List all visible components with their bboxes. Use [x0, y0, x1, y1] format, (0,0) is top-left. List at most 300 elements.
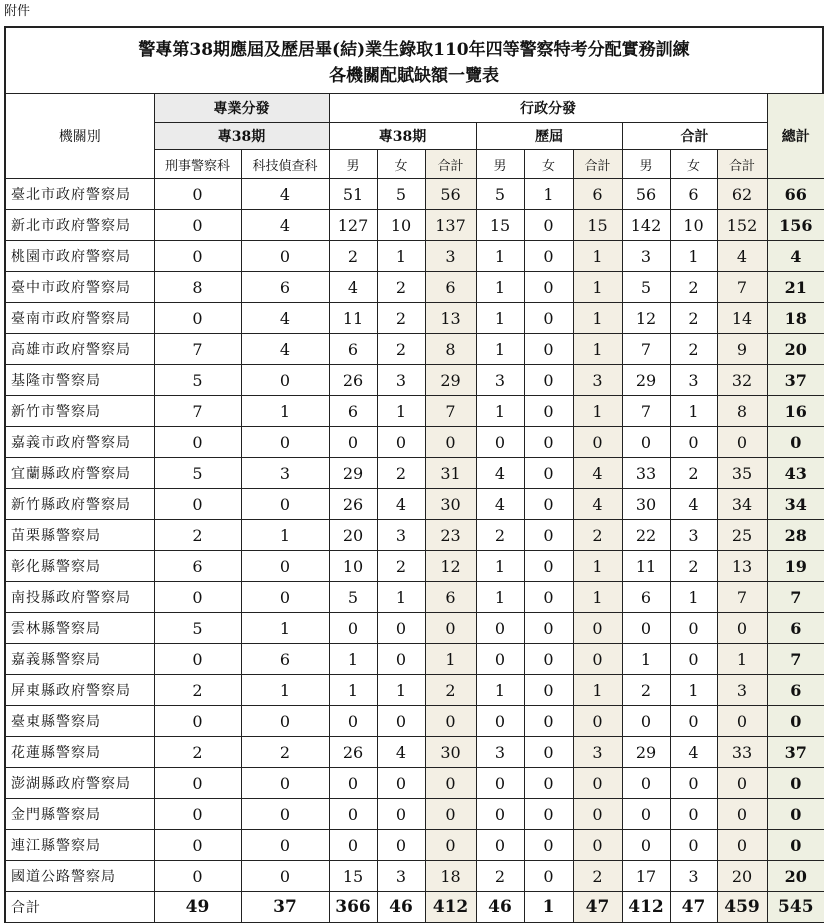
value-cell: 1 [670, 241, 717, 272]
agency-cell: 基隆市警察局 [6, 365, 154, 396]
value-cell: 0 [154, 768, 241, 799]
title-line-1: 警專第38期應屆及歷居畢(結)業生錄取110年四等警察特考分配實務訓練 [138, 40, 690, 60]
table-row [6, 613, 824, 644]
agency-cell: 嘉義市政府警察局 [6, 427, 154, 458]
value-cell: 11 [622, 551, 670, 582]
value-cell: 6 [573, 179, 622, 210]
value-cell: 0 [329, 799, 377, 830]
header-professional-term: 專38期 [154, 123, 329, 150]
value-cell: 1 [476, 675, 524, 706]
value-cell: 30 [425, 737, 476, 768]
value-cell: 0 [670, 830, 717, 861]
value-cell: 0 [573, 768, 622, 799]
value-cell: 7 [425, 396, 476, 427]
value-cell: 46 [476, 892, 524, 923]
value-cell: 0 [524, 582, 573, 613]
value-cell: 2 [377, 272, 425, 303]
agency-cell: 新竹縣政府警察局 [6, 489, 154, 520]
value-cell: 6 [329, 396, 377, 427]
value-cell: 3 [670, 365, 717, 396]
value-cell: 0 [329, 706, 377, 737]
value-cell: 0 [476, 427, 524, 458]
value-cell: 3 [573, 365, 622, 396]
value-cell: 1 [377, 582, 425, 613]
value-cell: 0 [476, 768, 524, 799]
agency-cell: 雲林縣警察局 [6, 613, 154, 644]
value-cell: 6 [670, 179, 717, 210]
value-cell: 8 [425, 334, 476, 365]
value-cell: 51 [329, 179, 377, 210]
value-cell: 35 [717, 458, 767, 489]
value-cell: 6 [241, 272, 329, 303]
table-row [6, 241, 824, 272]
table-row [6, 210, 824, 241]
grand-total-cell: 0 [767, 768, 824, 799]
header-subtotal: 合計 [717, 150, 767, 179]
grand-total-cell: 0 [767, 799, 824, 830]
value-cell: 17 [622, 861, 670, 892]
value-cell: 7 [154, 334, 241, 365]
value-cell: 0 [717, 706, 767, 737]
value-cell: 0 [670, 768, 717, 799]
grand-total-cell: 20 [767, 861, 824, 892]
value-cell: 0 [573, 644, 622, 675]
value-cell: 0 [622, 706, 670, 737]
value-cell: 7 [622, 396, 670, 427]
header-criminal: 刑事警察科 [154, 150, 241, 179]
value-cell: 0 [154, 303, 241, 334]
value-cell: 0 [622, 830, 670, 861]
value-cell: 2 [476, 861, 524, 892]
table-row [6, 179, 824, 210]
agency-cell: 嘉義縣警察局 [6, 644, 154, 675]
grand-total-cell: 37 [767, 737, 824, 768]
value-cell: 0 [241, 582, 329, 613]
value-cell: 142 [622, 210, 670, 241]
value-cell: 1 [241, 613, 329, 644]
value-cell: 3 [377, 365, 425, 396]
value-cell: 1 [524, 179, 573, 210]
value-cell: 0 [476, 830, 524, 861]
value-cell: 0 [377, 768, 425, 799]
value-cell: 47 [670, 892, 717, 923]
document-title [6, 28, 822, 94]
value-cell: 4 [377, 489, 425, 520]
header-female: 女 [524, 150, 573, 179]
grand-total-cell: 18 [767, 303, 824, 334]
agency-cell: 國道公路警察局 [6, 861, 154, 892]
value-cell: 0 [377, 613, 425, 644]
grand-total-cell: 20 [767, 334, 824, 365]
value-cell: 3 [717, 675, 767, 706]
value-cell: 18 [425, 861, 476, 892]
value-cell: 0 [524, 551, 573, 582]
value-cell: 0 [425, 613, 476, 644]
value-cell: 10 [670, 210, 717, 241]
value-cell: 1 [476, 334, 524, 365]
header-previous: 歷屆 [476, 123, 622, 150]
value-cell: 1 [622, 644, 670, 675]
value-cell: 1 [476, 303, 524, 334]
agency-cell: 新竹市警察局 [6, 396, 154, 427]
value-cell: 0 [241, 489, 329, 520]
table-row [6, 489, 824, 520]
value-cell: 2 [622, 675, 670, 706]
grand-total-cell: 156 [767, 210, 824, 241]
value-cell: 0 [524, 737, 573, 768]
value-cell: 0 [573, 427, 622, 458]
value-cell: 0 [425, 427, 476, 458]
value-cell: 46 [377, 892, 425, 923]
value-cell: 0 [622, 768, 670, 799]
value-cell: 0 [622, 427, 670, 458]
value-cell: 0 [670, 644, 717, 675]
value-cell: 2 [670, 303, 717, 334]
header-administrative: 行政分發 [329, 94, 767, 123]
value-cell: 1 [573, 272, 622, 303]
value-cell: 20 [717, 861, 767, 892]
value-cell: 3 [476, 737, 524, 768]
value-cell: 1 [329, 644, 377, 675]
value-cell: 33 [622, 458, 670, 489]
value-cell: 3 [573, 737, 622, 768]
table-row [6, 303, 824, 334]
allocation-sheet [4, 26, 824, 923]
agency-cell: 臺南市政府警察局 [6, 303, 154, 334]
agency-cell: 新北市政府警察局 [6, 210, 154, 241]
value-cell: 0 [154, 830, 241, 861]
grand-total-cell: 0 [767, 427, 824, 458]
value-cell: 1 [573, 334, 622, 365]
value-cell: 2 [377, 551, 425, 582]
value-cell: 56 [622, 179, 670, 210]
value-cell: 0 [329, 427, 377, 458]
value-cell: 7 [717, 582, 767, 613]
value-cell: 2 [670, 551, 717, 582]
table-row [6, 706, 824, 737]
value-cell: 5 [622, 272, 670, 303]
value-cell: 0 [241, 241, 329, 272]
value-cell: 3 [425, 241, 476, 272]
value-cell: 2 [670, 458, 717, 489]
value-cell: 0 [524, 768, 573, 799]
agency-cell: 合計 [6, 892, 154, 923]
value-cell: 0 [154, 489, 241, 520]
table-row [6, 272, 824, 303]
value-cell: 0 [425, 830, 476, 861]
value-cell: 7 [717, 272, 767, 303]
agency-cell: 臺東縣警察局 [6, 706, 154, 737]
value-cell: 13 [425, 303, 476, 334]
value-cell: 4 [241, 210, 329, 241]
table-row [6, 334, 824, 365]
value-cell: 1 [670, 396, 717, 427]
value-cell: 0 [377, 706, 425, 737]
value-cell: 0 [154, 706, 241, 737]
value-cell: 2 [425, 675, 476, 706]
value-cell: 29 [622, 737, 670, 768]
value-cell: 56 [425, 179, 476, 210]
value-cell: 1 [425, 644, 476, 675]
value-cell: 0 [377, 427, 425, 458]
value-cell: 1 [670, 675, 717, 706]
value-cell: 1 [573, 303, 622, 334]
value-cell: 1 [377, 396, 425, 427]
value-cell: 3 [241, 458, 329, 489]
agency-cell: 臺中市政府警察局 [6, 272, 154, 303]
table-row [6, 830, 824, 861]
header-subtotal: 合計 [425, 150, 476, 179]
value-cell: 412 [622, 892, 670, 923]
agency-cell: 臺北市政府警察局 [6, 179, 154, 210]
value-cell: 62 [717, 179, 767, 210]
value-cell: 0 [329, 613, 377, 644]
value-cell: 26 [329, 489, 377, 520]
value-cell: 3 [377, 520, 425, 551]
grand-total-cell: 4 [767, 241, 824, 272]
header-male: 男 [476, 150, 524, 179]
value-cell: 5 [154, 613, 241, 644]
table-row [6, 861, 824, 892]
annex-label: 附件 [4, 4, 31, 19]
value-cell: 12 [622, 303, 670, 334]
value-cell: 5 [377, 179, 425, 210]
value-cell: 0 [377, 644, 425, 675]
value-cell: 0 [524, 613, 573, 644]
value-cell: 0 [524, 427, 573, 458]
value-cell: 8 [717, 396, 767, 427]
value-cell: 4 [573, 458, 622, 489]
value-cell: 0 [524, 675, 573, 706]
value-cell: 0 [329, 830, 377, 861]
value-cell: 412 [425, 892, 476, 923]
value-cell: 1 [573, 396, 622, 427]
value-cell: 2 [377, 334, 425, 365]
value-cell: 0 [476, 644, 524, 675]
value-cell: 0 [524, 830, 573, 861]
value-cell: 0 [154, 179, 241, 210]
grand-total-cell: 34 [767, 489, 824, 520]
agency-cell: 花蓮縣警察局 [6, 737, 154, 768]
value-cell: 1 [476, 396, 524, 427]
value-cell: 3 [670, 861, 717, 892]
value-cell: 10 [329, 551, 377, 582]
value-cell: 0 [524, 861, 573, 892]
grand-total-cell: 16 [767, 396, 824, 427]
grand-total-cell: 0 [767, 830, 824, 861]
value-cell: 0 [717, 768, 767, 799]
value-cell: 0 [241, 551, 329, 582]
agency-cell: 彰化縣警察局 [6, 551, 154, 582]
value-cell: 0 [241, 799, 329, 830]
value-cell: 0 [476, 613, 524, 644]
value-cell: 0 [154, 861, 241, 892]
value-cell: 0 [524, 489, 573, 520]
value-cell: 6 [154, 551, 241, 582]
header-professional: 專業分發 [154, 94, 329, 123]
grand-total-cell: 66 [767, 179, 824, 210]
value-cell: 5 [476, 179, 524, 210]
value-cell: 13 [717, 551, 767, 582]
value-cell: 4 [476, 489, 524, 520]
header-subtotal: 合計 [573, 150, 622, 179]
table-row [6, 675, 824, 706]
value-cell: 4 [670, 737, 717, 768]
grand-total-cell: 21 [767, 272, 824, 303]
agency-cell: 桃園市政府警察局 [6, 241, 154, 272]
value-cell: 2 [154, 737, 241, 768]
value-cell: 6 [241, 644, 329, 675]
grand-total-cell: 6 [767, 613, 824, 644]
value-cell: 15 [476, 210, 524, 241]
value-cell: 31 [425, 458, 476, 489]
value-cell: 2 [670, 272, 717, 303]
allocation-table-body [6, 179, 824, 923]
value-cell: 8 [154, 272, 241, 303]
value-cell: 22 [622, 520, 670, 551]
value-cell: 29 [425, 365, 476, 396]
value-cell: 3 [670, 520, 717, 551]
value-cell: 2 [573, 520, 622, 551]
value-cell: 0 [154, 427, 241, 458]
value-cell: 137 [425, 210, 476, 241]
value-cell: 0 [717, 830, 767, 861]
value-cell: 0 [573, 706, 622, 737]
value-cell: 0 [524, 241, 573, 272]
table-row [6, 768, 824, 799]
value-cell: 0 [524, 520, 573, 551]
value-cell: 0 [717, 427, 767, 458]
header-male: 男 [329, 150, 377, 179]
value-cell: 6 [329, 334, 377, 365]
grand-total-cell: 19 [767, 551, 824, 582]
value-cell: 15 [573, 210, 622, 241]
value-cell: 127 [329, 210, 377, 241]
table-row [6, 737, 824, 768]
value-cell: 0 [377, 799, 425, 830]
value-cell: 26 [329, 365, 377, 396]
value-cell: 0 [524, 799, 573, 830]
value-cell: 2 [670, 334, 717, 365]
value-cell: 0 [241, 830, 329, 861]
value-cell: 0 [241, 365, 329, 396]
value-cell: 0 [154, 210, 241, 241]
value-cell: 1 [573, 551, 622, 582]
header-grand-total: 總計 [767, 94, 824, 179]
value-cell: 0 [717, 799, 767, 830]
value-cell: 6 [425, 272, 476, 303]
value-cell: 0 [573, 613, 622, 644]
grand-total-cell: 43 [767, 458, 824, 489]
value-cell: 0 [524, 458, 573, 489]
value-cell: 4 [241, 334, 329, 365]
value-cell: 0 [524, 365, 573, 396]
agency-cell: 宜蘭縣政府警察局 [6, 458, 154, 489]
value-cell: 0 [241, 768, 329, 799]
header-combined: 合計 [622, 123, 767, 150]
value-cell: 0 [425, 768, 476, 799]
value-cell: 49 [154, 892, 241, 923]
value-cell: 152 [717, 210, 767, 241]
value-cell: 2 [154, 675, 241, 706]
value-cell: 0 [524, 396, 573, 427]
table-row [6, 365, 824, 396]
value-cell: 1 [573, 241, 622, 272]
grand-total-cell: 6 [767, 675, 824, 706]
value-cell: 23 [425, 520, 476, 551]
value-cell: 4 [476, 458, 524, 489]
table-row [6, 458, 824, 489]
header-male: 男 [622, 150, 670, 179]
value-cell: 4 [573, 489, 622, 520]
value-cell: 0 [377, 830, 425, 861]
value-cell: 0 [670, 427, 717, 458]
value-cell: 0 [670, 613, 717, 644]
value-cell: 0 [573, 799, 622, 830]
value-cell: 0 [241, 427, 329, 458]
value-cell: 0 [476, 706, 524, 737]
value-cell: 1 [573, 582, 622, 613]
value-cell: 25 [717, 520, 767, 551]
value-cell: 0 [154, 799, 241, 830]
value-cell: 32 [717, 365, 767, 396]
value-cell: 3 [476, 365, 524, 396]
value-cell: 1 [524, 892, 573, 923]
value-cell: 1 [476, 241, 524, 272]
value-cell: 1 [241, 396, 329, 427]
table-row [6, 799, 824, 830]
value-cell: 2 [241, 737, 329, 768]
value-cell: 1 [717, 644, 767, 675]
agency-cell: 高雄市政府警察局 [6, 334, 154, 365]
table-row [6, 427, 824, 458]
allocation-table [6, 94, 824, 923]
value-cell: 0 [670, 706, 717, 737]
value-cell: 1 [329, 675, 377, 706]
value-cell: 29 [329, 458, 377, 489]
value-cell: 5 [329, 582, 377, 613]
value-cell: 37 [241, 892, 329, 923]
value-cell: 15 [329, 861, 377, 892]
value-cell: 34 [717, 489, 767, 520]
value-cell: 0 [717, 613, 767, 644]
grand-total-cell: 7 [767, 582, 824, 613]
value-cell: 0 [573, 830, 622, 861]
value-cell: 0 [154, 644, 241, 675]
value-cell: 0 [524, 706, 573, 737]
value-cell: 0 [524, 644, 573, 675]
value-cell: 0 [241, 706, 329, 737]
grand-total-cell: 0 [767, 706, 824, 737]
grand-total-cell: 7 [767, 644, 824, 675]
value-cell: 4 [377, 737, 425, 768]
value-cell: 4 [670, 489, 717, 520]
grand-total-cell: 28 [767, 520, 824, 551]
value-cell: 5 [154, 365, 241, 396]
value-cell: 7 [154, 396, 241, 427]
value-cell: 0 [476, 799, 524, 830]
value-cell: 2 [476, 520, 524, 551]
agency-cell: 屏東縣政府警察局 [6, 675, 154, 706]
value-cell: 2 [377, 458, 425, 489]
table-row [6, 396, 824, 427]
header-female: 女 [377, 150, 425, 179]
value-cell: 3 [377, 861, 425, 892]
value-cell: 4 [717, 241, 767, 272]
header-admin-term: 專38期 [329, 123, 476, 150]
agency-cell: 連江縣警察局 [6, 830, 154, 861]
value-cell: 33 [717, 737, 767, 768]
